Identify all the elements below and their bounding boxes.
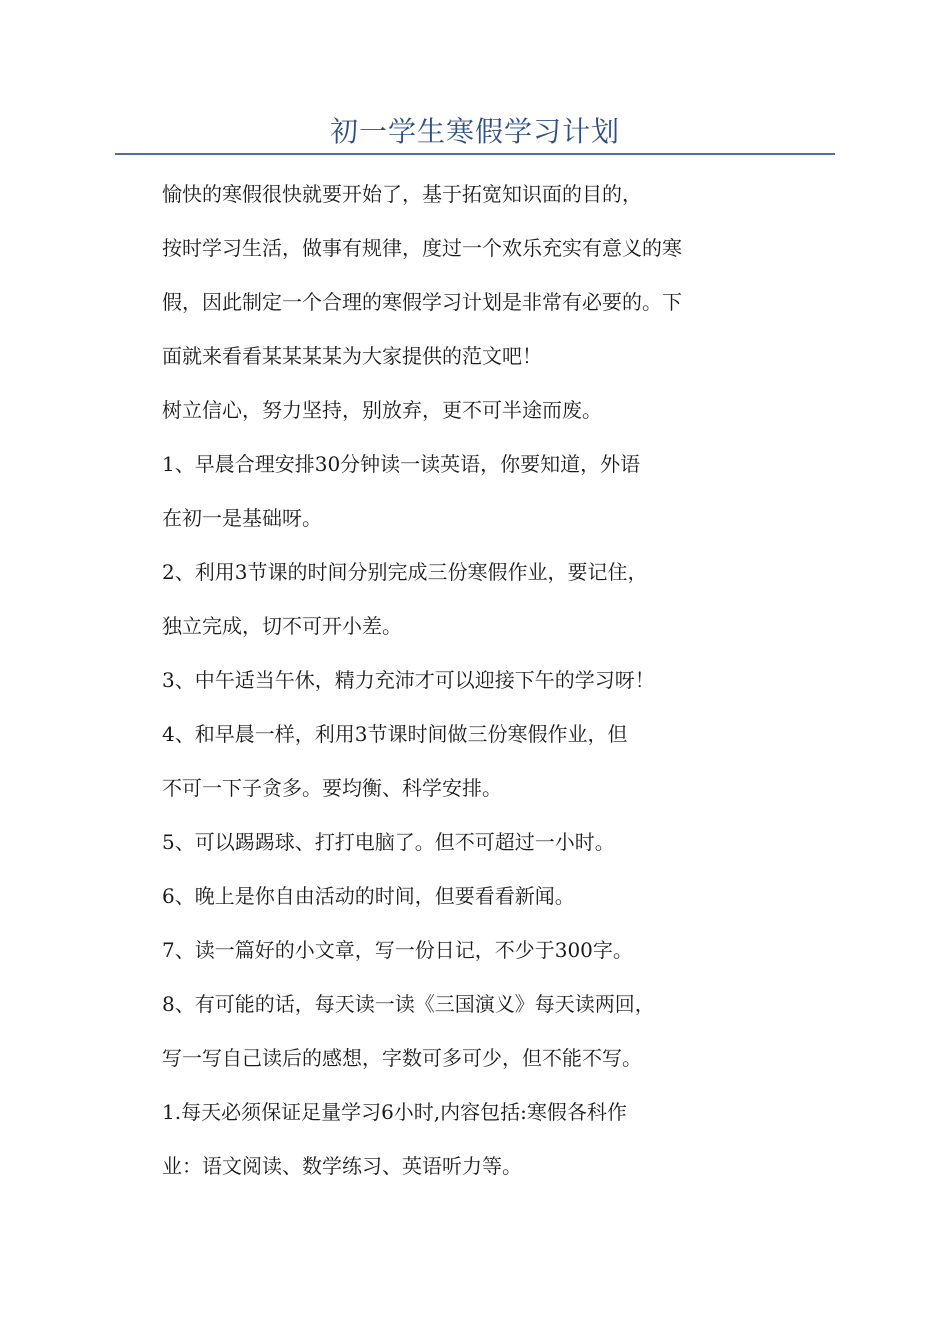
body-line: 1.每天必须保证足量学习6小时,内容包括:寒假各科作: [162, 1100, 627, 1124]
body-line: 愉快的寒假很快就要开始了，基于拓宽知识面的目的，: [162, 182, 642, 206]
title-underline: [115, 153, 835, 155]
body-line: 不可一下子贪多。要均衡、科学安排。: [162, 776, 502, 800]
body-line: 3、中午适当午休，精力充沛才可以迎接下午的学习呀！: [162, 668, 655, 692]
body-line: 写一写自己读后的感想，字数可多可少，但不能不写。: [162, 1046, 642, 1070]
body-line: 按时学习生活，做事有规律，度过一个欢乐充实有意义的寒: [162, 236, 682, 260]
body-line: 4、和早晨一样，利用3节课时间做三份寒假作业，但: [162, 722, 628, 746]
body-line: 假，因此制定一个合理的寒假学习计划是非常有必要的。下: [162, 290, 682, 314]
body-line: 面就来看看某某某某为大家提供的范文吧！: [162, 344, 542, 368]
body-line: 6、晚上是你自由活动的时间，但要看看新闻。: [162, 884, 575, 908]
body-line: 在初一是基础呀。: [162, 506, 322, 530]
body-line: 5、可以踢踢球、打打电脑了。但不可超过一小时。: [162, 830, 615, 854]
body-line: 8、有可能的话，每天读一读《三国演义》每天读两回，: [162, 992, 655, 1016]
body-line: 独立完成，切不可开小差。: [162, 614, 402, 638]
body-line: 2、利用3节课的时间分别完成三份寒假作业，要记住，: [162, 560, 648, 584]
body-line: 业：语文阅读、数学练习、英语听力等。: [162, 1154, 522, 1178]
document-title: 初一学生寒假学习计划: [329, 115, 620, 148]
body-line: 7、读一篇好的小文章，写一份日记，不少于300字。: [162, 938, 633, 962]
body-line: 树立信心，努力坚持，别放弃，更不可半途而废。: [162, 398, 602, 422]
body-line: 1、早晨合理安排30分钟读一读英语，你要知道，外语: [162, 452, 641, 476]
